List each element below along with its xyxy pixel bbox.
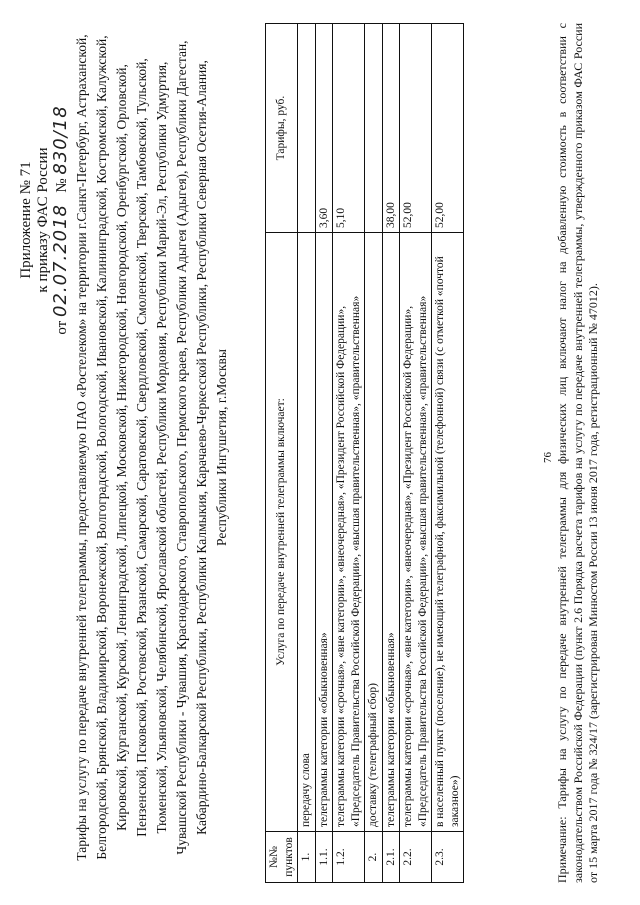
order-date-line [52,70,71,370]
tariff-table [265,23,464,883]
document-title: Тарифы на услугу по передаче внутренней телеграммы, предоставляемую ПАО «Ростелеком» на территории г.Санкт-Петербург, Астраханской, Белгородской, Брянской, Владимирской, Воронежской, Волгоградской, Вологодской, Ивановской, Калининградской, Костромской, Калужской, Кировской, Курганской, Курской, Ленинградской, Липецкой, Московской, Нижегородской, Новгородской, Оренбургской, Орловской, Пензенской, Псковской, Ростовской, Рязанской, Самарской, Саратовской, Свердловской, Смоленской, Тверской, Тамбовской, Тульской, Тюменской, Ульяновской, Челябинской, Ярославской областей, Республики Мордовия, Республики Марий-Эл, Республики Удмуртия, Чувашской Республики - Чувашия, Краснодарского, Ставропольского, Пермского краев, Республики Адыгея (Адыгея), Республики Дагестан, Кабардино-Балкарской Республики, Республики Калмыкия, Карачаево-Черкесской Республики, Республики Северная Осетия-Алания, Республики Ингушетия, г.Москвы [74,34,229,861]
row-service: в населенный пункт (поселение), не имеющий телеграфной, факсимильной (телефонной) связи (с отметкой «почтой заказное») [432,233,464,832]
row-number: 2. [365,832,383,883]
row-tariff [365,24,383,233]
row-number: 1.1. [315,832,333,883]
row-number: 1.2. [333,832,365,883]
footnote: Примечание: Тарифы на услугу по передаче внутренней телеграммы для физических лиц включают налог на добавленную стоимость в соответствии с законодательством Российской Федерации (пункт 2.6 Порядка расчета тарифов на услугу по передаче внутренней телеграммы, утвержденного приказом ФАС России от 15 марта 2017 года № 324/17 (зарегистрирован Минюстом России 13 июня 2017 года, регистрационный № 47012). [555,23,600,883]
header-tariff: Тарифы, руб. [266,24,298,233]
table-row [400,24,432,883]
row-tariff: 52,00 [432,24,464,233]
date-prefix: от [54,320,70,335]
row-number: 2.1. [382,832,400,883]
row-tariff: 38,00 [382,24,400,233]
row-service: телеграммы категории «срочная», «вне категории», «внеочередная», «Президент Российской Федерации», «Председатель Правительства Российской Федерации», «высшая правительственная», «правительственная» [400,233,432,832]
header-service: Услуга по передаче внутренней телеграммы включает: [266,233,298,832]
row-tariff: 5,10 [333,24,365,233]
row-service: телеграммы категории «срочная», «вне категории», «внеочередная», «Президент Российской Федерации», «Председатель Правительства Российской Федерации», «высшая правительственная», «правительственная» [333,233,365,832]
page-number: 76 [542,452,554,463]
table-row [298,24,316,883]
appendix-number: Приложение № 71 [18,161,34,279]
row-tariff: 3,60 [315,24,333,233]
table-row [382,24,400,883]
row-service: передачу слова [298,233,316,832]
handwritten-order-number: 830/18 [50,105,71,175]
table-row [315,24,333,883]
table-row [333,24,365,883]
handwritten-date: 02.07.2018 [50,203,71,318]
row-number: 1. [298,832,316,883]
row-tariff [298,24,316,233]
row-tariff: 52,00 [400,24,432,233]
row-service: телеграммы категории «обыкновенная» [382,233,400,832]
table-row [432,24,464,883]
header-item-number: №№ пунктов [266,832,298,883]
order-reference: к приказу ФАС России [35,147,51,293]
row-service: доставку (телеграфный сбор) [365,233,383,832]
row-number: 2.2. [400,832,432,883]
table-row [365,24,383,883]
row-number: 2.3. [432,832,464,883]
row-service: телеграммы категории «обыкновенная» [315,233,333,832]
appendix-header [18,70,71,370]
number-prefix: № [54,178,70,193]
table-header-row [266,24,298,883]
